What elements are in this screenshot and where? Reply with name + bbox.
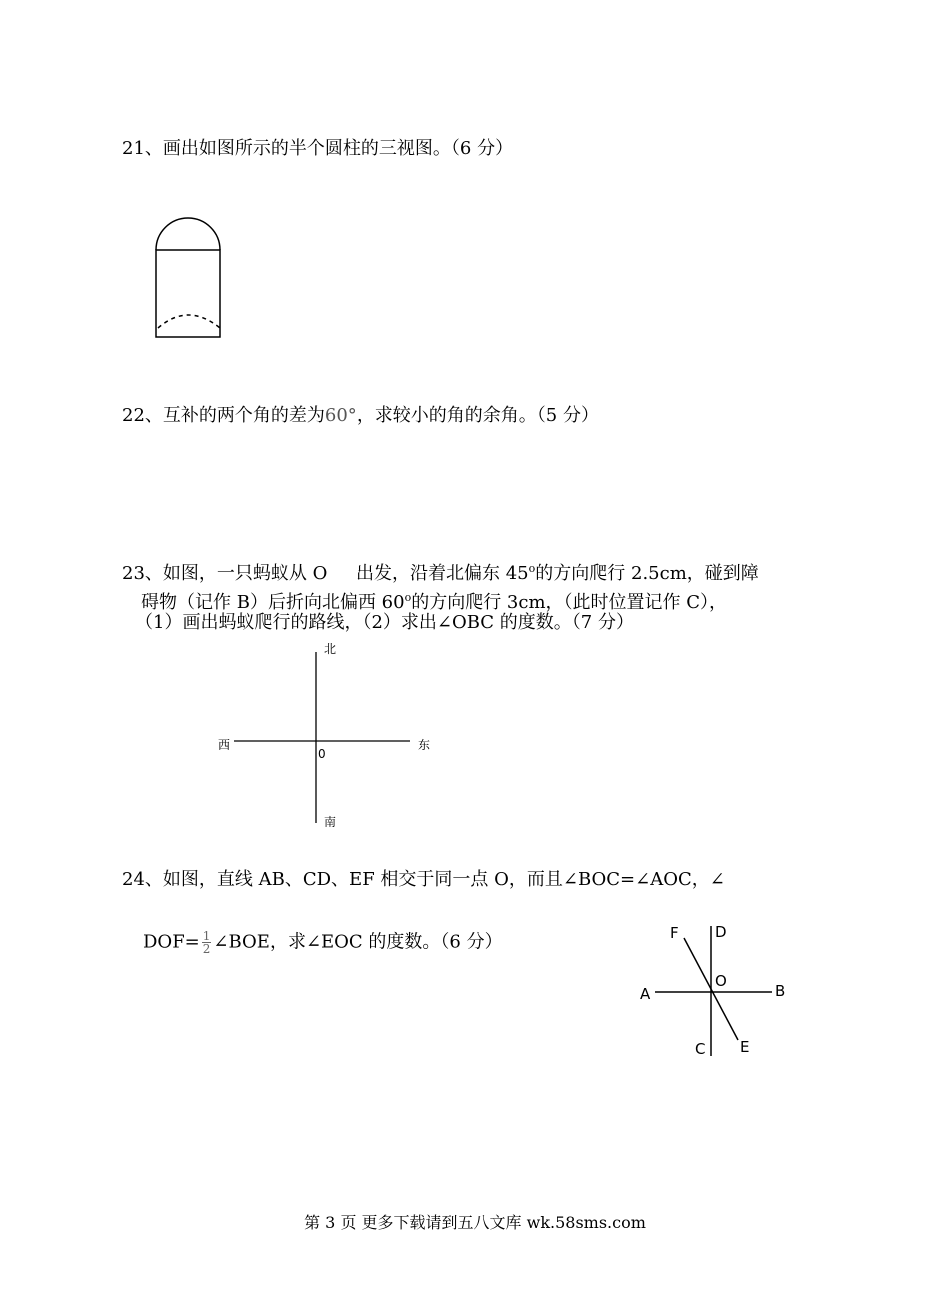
q23-line1-b: 出发，沿着北偏东 45 — [356, 563, 529, 584]
q23-line2-b: 的方向爬行 3cm，（此时位置记作 C）， — [411, 592, 728, 613]
q23-line1 — [122, 557, 759, 586]
q23-deg1: o — [528, 562, 536, 575]
label-d: D — [715, 923, 727, 941]
label-f: F — [670, 924, 679, 942]
q24-line1: 24、如图，直线 AB、CD、EF 相交于同一点 O，而且∠BOC=∠AOC，∠ — [122, 869, 725, 890]
q24-line2-suffix: ∠BOE，求∠EOC 的度数。（6 分） — [213, 931, 503, 953]
q22-angle: 60° — [324, 405, 357, 426]
q23-line1-c: 的方向爬行 2.5cm，碰到障 — [535, 563, 759, 584]
q24-line2 — [143, 930, 503, 955]
compass-west: 西 — [218, 738, 231, 752]
q24-line2-prefix: DOF= — [143, 931, 200, 953]
compass-south: 南 — [324, 815, 337, 829]
label-c: C — [695, 1040, 706, 1058]
intersecting-lines-figure — [636, 918, 796, 1060]
label-o: O — [715, 972, 727, 990]
compass-north: 北 — [324, 642, 337, 656]
page-footer: 第 3 页 更多下载请到五八文库 wk.58sms.com — [304, 1213, 646, 1232]
q22-text — [122, 404, 599, 428]
fraction-denominator: 2 — [202, 942, 211, 956]
q23-line2-a: 碍物（记作 B）后折向北偏西 60 — [141, 592, 405, 613]
label-b: B — [775, 982, 786, 1000]
fraction-numerator: 1 — [202, 929, 211, 943]
q23-line3: （1）画出蚂蚁爬行的路线，（2）求出∠OBC 的度数。（7 分） — [135, 612, 634, 633]
q21-text: 21、画出如图所示的半个圆柱的三视图。（6 分） — [122, 138, 514, 159]
q22-suffix: ，求较小的角的余角。（5 分） — [356, 405, 599, 426]
one-half-fraction — [202, 930, 212, 955]
compass-origin: 0 — [318, 747, 326, 761]
q22-prefix: 22、互补的两个角的差为 — [122, 405, 325, 426]
q23-line1-a: 23、如图，一只蚂蚁从 O — [122, 563, 328, 584]
compass-east: 东 — [418, 738, 431, 752]
q23-deg2: o — [404, 591, 412, 604]
label-e: E — [740, 1038, 750, 1056]
half-cylinder-figure — [150, 210, 230, 345]
compass-figure — [210, 638, 440, 830]
label-a: A — [640, 985, 651, 1003]
